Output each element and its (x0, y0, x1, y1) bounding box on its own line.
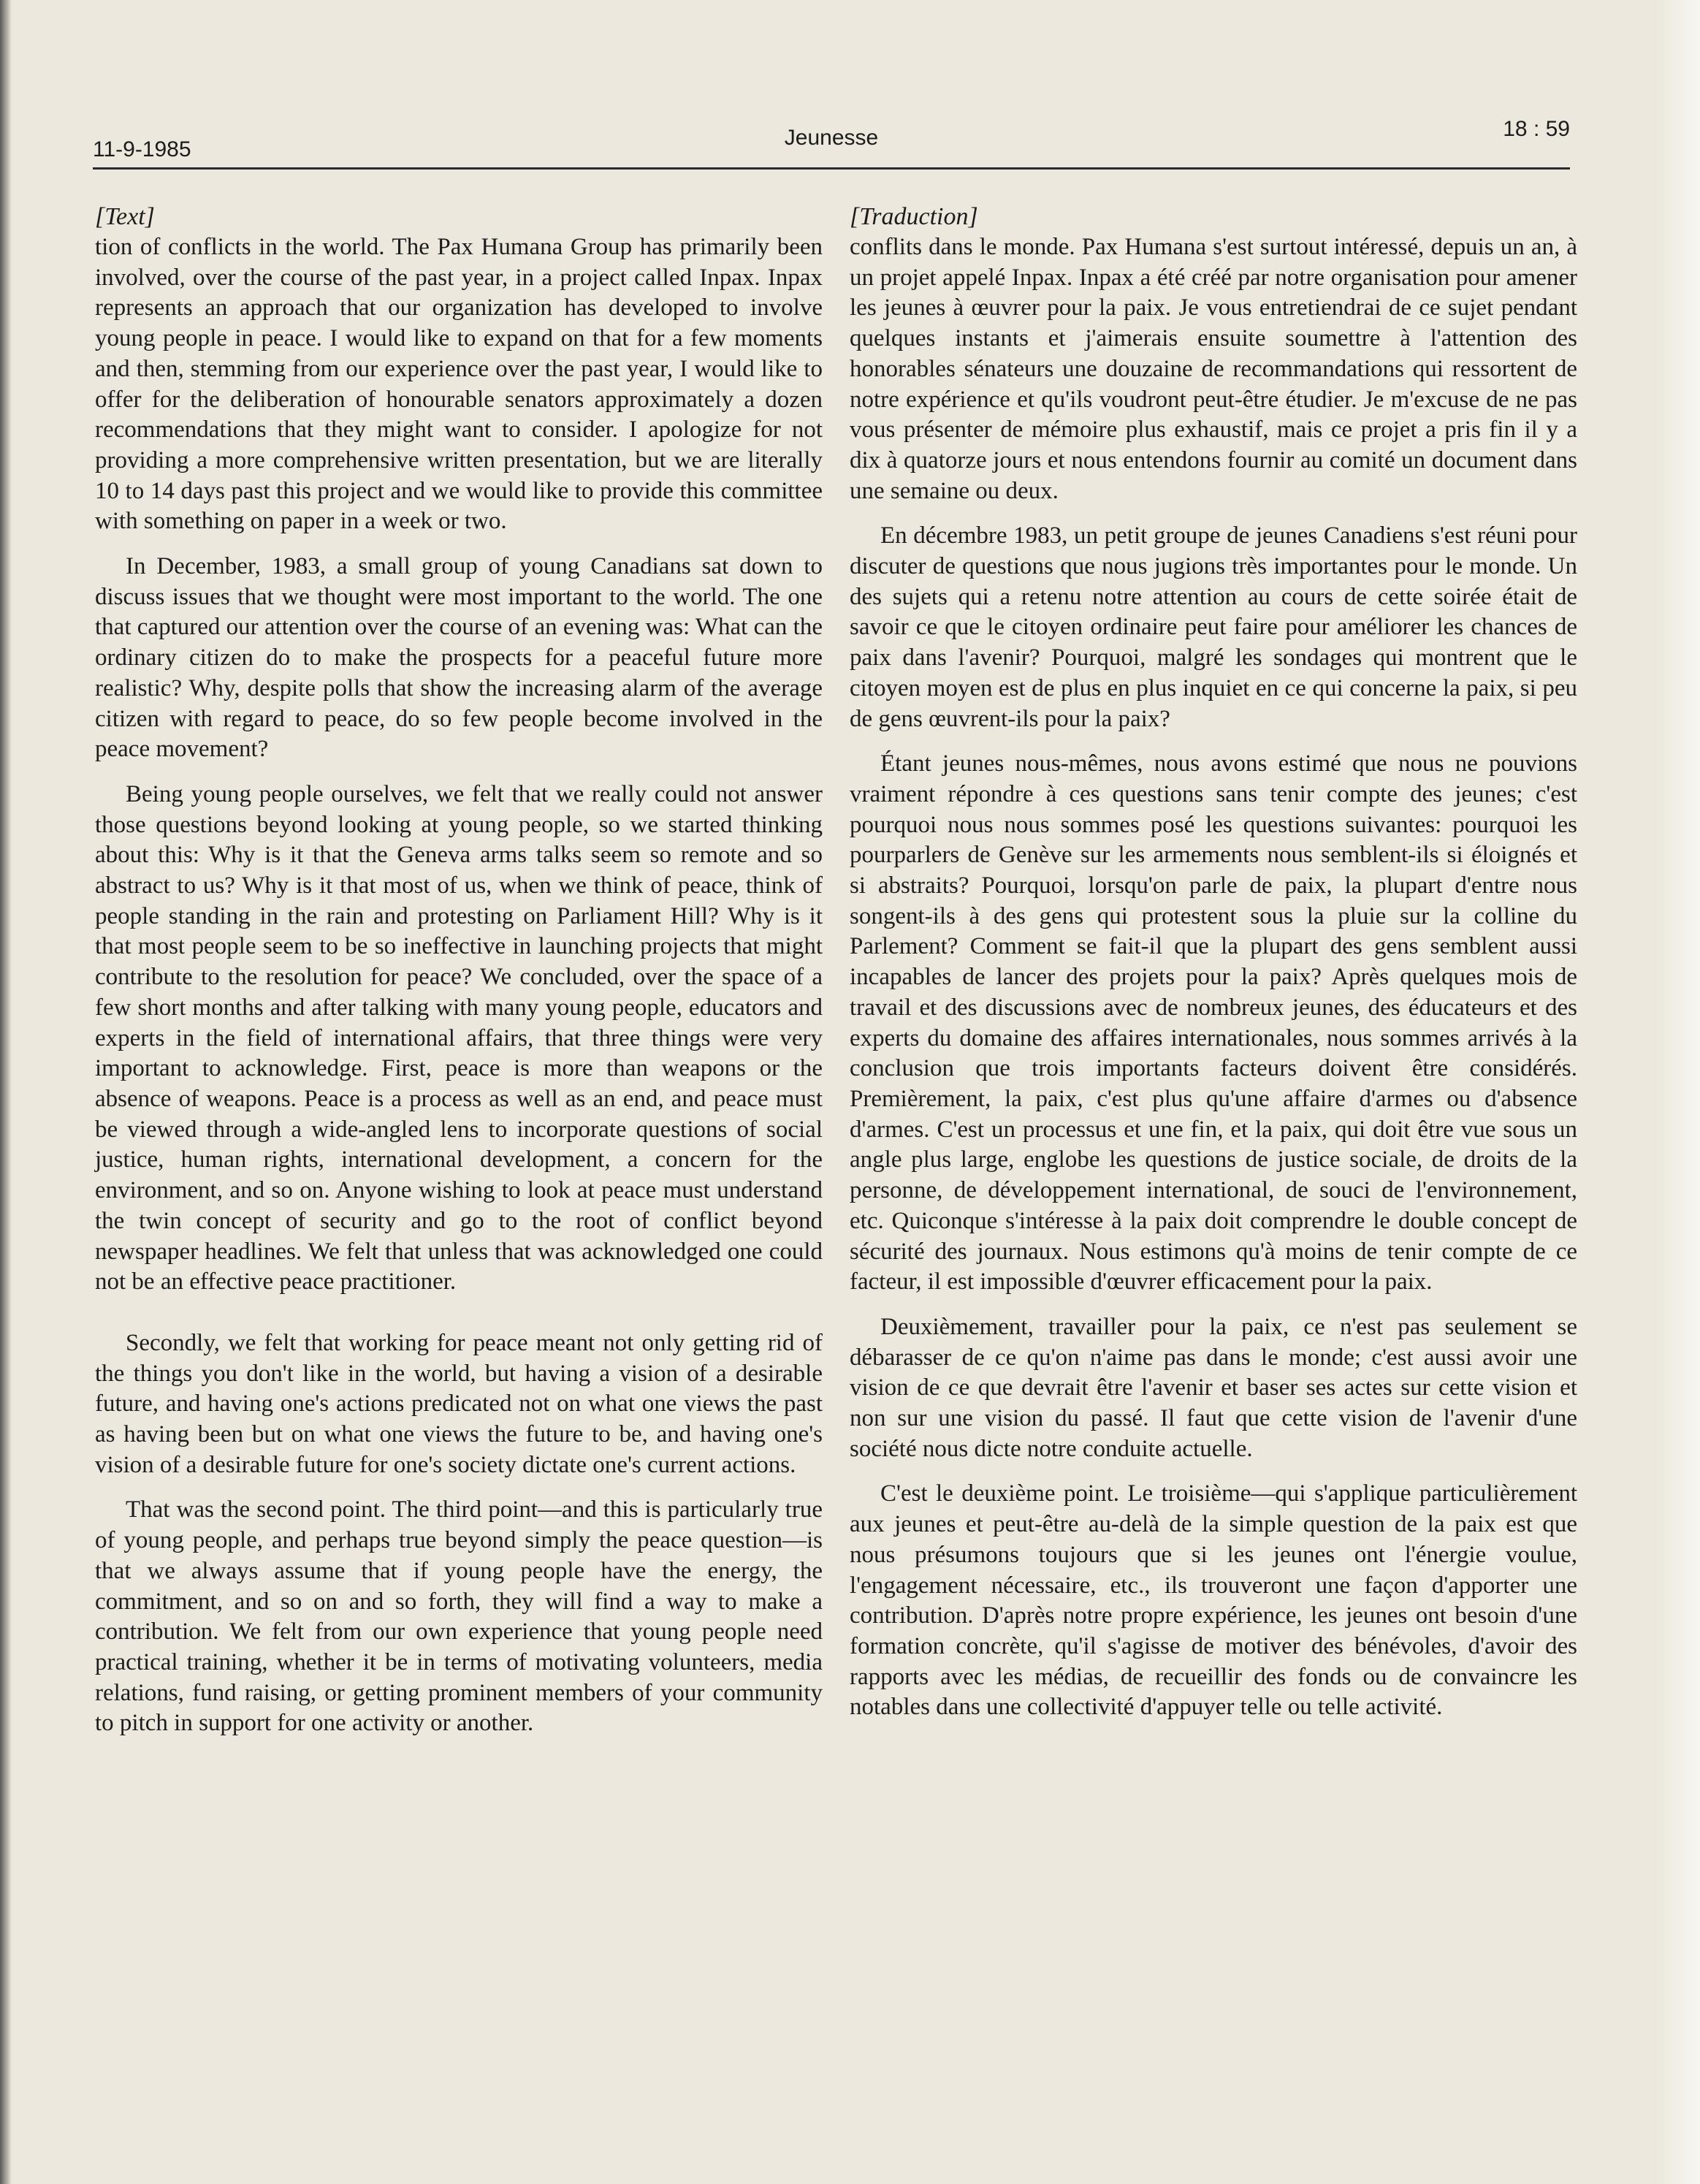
page-edge-highlight (1656, 0, 1700, 2184)
header-date: 11-9-1985 (93, 137, 191, 161)
paragraph: tion of conflicts in the world. The Pax Humana Group has primarily been involved, over the course of the past year, in a project called Inpax. Inpax represents an approach that our organization has developed to involve young people in peace. I would like to expand on that for a few moments and then, stemming from our experience over the past year, I would like to offer for the deliberation of honourable senators approximately a dozen recommendations that they might want to consider. I apologize for not providing a more comprehensive written presentation, but we are literally 10 to 14 days past this project and we would like to provide this committee with something on paper in a week or two. (95, 234, 823, 535)
column-tag-traduction: [Traduction] (850, 203, 978, 230)
paragraph: Deuxièmement, travailler pour la paix, ce n'est pas seulement se débarasser de ce qu'on n'aime pas dans le monde; c'est aussi avoir une vision de ce que devrait être l'avenir et baser ses actes sur cette vision et non sur une vision du passé. Il faut que cette vision de l'avenir d'une société nous dicte notre conduite actuelle. (850, 1313, 1577, 1462)
paragraph: C'est le deuxième point. Le troisième—qui s'applique particulièrement aux jeunes et peut-être au-delà de la simple question de la paix est que nous présumons toujours que si les jeunes ont l'énergie voulue, l'engagement nécessaire, etc., ils trouveront une façon d'apporter une contribution. D'après notre propre expérience, les jeunes ont besoin d'une formation concrète, qu'il s'agisse de motiver des bénévoles, d'avoir des rapports avec les médias, de recueillir des fonds ou de convaincre les notables dans une collectivité d'appuyer telle ou telle activité. (850, 1480, 1577, 1721)
header-rule (93, 167, 1570, 170)
paragraph: In December, 1983, a small group of young Canadians sat down to discuss issues that we thought were most important to the world. The one that captured our attention over the course of an evening was: What can the ordinary citizen do to make the prospects for a peaceful future more realistic? Why, despite polls that show the increasing alarm of the average citizen with regard to peace, do so few people become involved in the peace movement? (95, 553, 823, 763)
paragraph: Étant jeunes nous-mêmes, nous avons estimé que nous ne pouvions vraiment répondre à ces questions sans tenir compte des jeunes; c'est pourquoi nous nous sommes posé les questions suivantes: pourquoi les pourparlers de Genève sur les armements nous semblent-ils si éloignés et si abstraits? Pourquoi, lorsqu'on parle de paix, la plupart d'entre nous songent-ils à des gens qui protestent sous la pluie sur la colline du Parlement? Comment se fait-il que la plupart des gens semblent aussi incapables de lancer des projets pour la paix? Après quelques mois de travail et des discussions avec de nombreux jeunes, des éducateurs et des experts du domaine des affaires internationales, nous sommes arrivés à la conclusion que trois importants facteurs doivent être considérés. Premièrement, la paix, c'est plus qu'une affaire d'armes ou d'absence d'armes. C'est un processus et une fin, et la paix, qui doit être vue sous un angle plus large, englobe les questions de justice sociale, de droits de la personne, de développement international, de souci de l'environnement, etc. Quiconque s'intéresse à la paix doit comprendre le double concept de sécurité des journaux. Nous estimons qu'à moins de tenir compte de ce facteur, il est impossible d'œuvrer efficacement pour la paix. (850, 750, 1577, 1295)
paragraph: That was the second point. The third point—and this is particularly true of young people, and perhaps true beyond simply the peace question—is that we always assume that if young people have the energy, the commitment, and so on and so forth, they will find a way to make a contribution. We felt from our own experience that young people need practical training, whether it be in terms of motivating volunteers, media relations, fund raising, or getting prominent members of your community to pitch in support for one activity or another. (95, 1496, 823, 1737)
column-tag-text: [Text] (95, 203, 155, 230)
page-edge-shadow (0, 0, 12, 2184)
header-journal-title: Jeunesse (784, 126, 879, 150)
english-column (95, 202, 823, 1754)
paragraph: En décembre 1983, un petit groupe de jeunes Canadiens s'est réuni pour discuter de questions que nous jugions très importantes pour le monde. Un des sujets qui a retenu notre attention au cours de cette soirée était de savoir ce que le citoyen ordinaire peut faire pour améliorer les chances de paix dans l'avenir? Pourquoi, malgré les sondages qui montrent que le citoyen moyen est de plus en plus inquiet en ce qui concerne la paix, si peu de gens œuvrent-ils pour la paix? (850, 522, 1577, 732)
paragraph: conflits dans le monde. Pax Humana s'est surtout intéressé, depuis un an, à un projet appelé Inpax. Inpax a été créé par notre organisation pour amener les jeunes à œuvrer pour la paix. Je vous entretiendrai de ce sujet pendant quelques instants et j'aimerais ensuite soumettre à l'attention des honorables sénateurs une douzaine de recommandations qui ressortent de notre expérience et qu'ils voudront peut-être étudier. Je m'excuse de ne pas vous présenter de mémoire plus exhaustif, mais ce projet a pris fin il y a dix à quatorze jours et nous entendons fournir au comité un document dans une semaine ou deux. (850, 234, 1577, 504)
page-header (93, 110, 1570, 168)
paragraph: Secondly, we felt that working for peace meant not only getting rid of the things you don't like in the world, but having a vision of a desirable future, and having one's actions predicated not on what one views the past as having been but on what one views the future to be, and having one's vision of a desirable future for one's society dictate one's current actions. (95, 1329, 823, 1478)
header-page-number: 18 : 59 (1503, 117, 1570, 141)
french-column (850, 202, 1577, 1738)
paragraph: Being young people ourselves, we felt that we really could not answer those questions beyond looking at young people, so we started thinking about this: Why is it that the Geneva arms talks seem so remote and so abstract to us? Why is it that most of us, when we think of peace, think of people standing in the rain and protesting on Parliament Hill? Why is it that most people seem to be so ineffective in launching projects that might contribute to the resolution for peace? We concluded, over the space of a few short months and after talking with many young people, educators and experts in the field of international affairs, that three things were very important to acknowledge. First, peace is more than weapons or the absence of weapons. Peace is a process as well as an end, and peace must be viewed through a wide-angled lens to incorporate questions of social justice, human rights, international development, a concern for the environment, and so on. Anyone wishing to look at peace must understand the twin concept of security and go to the root of conflict beyond newspaper headlines. We felt that unless that was acknowledged one could not be an effective peace practitioner. (95, 780, 823, 1295)
